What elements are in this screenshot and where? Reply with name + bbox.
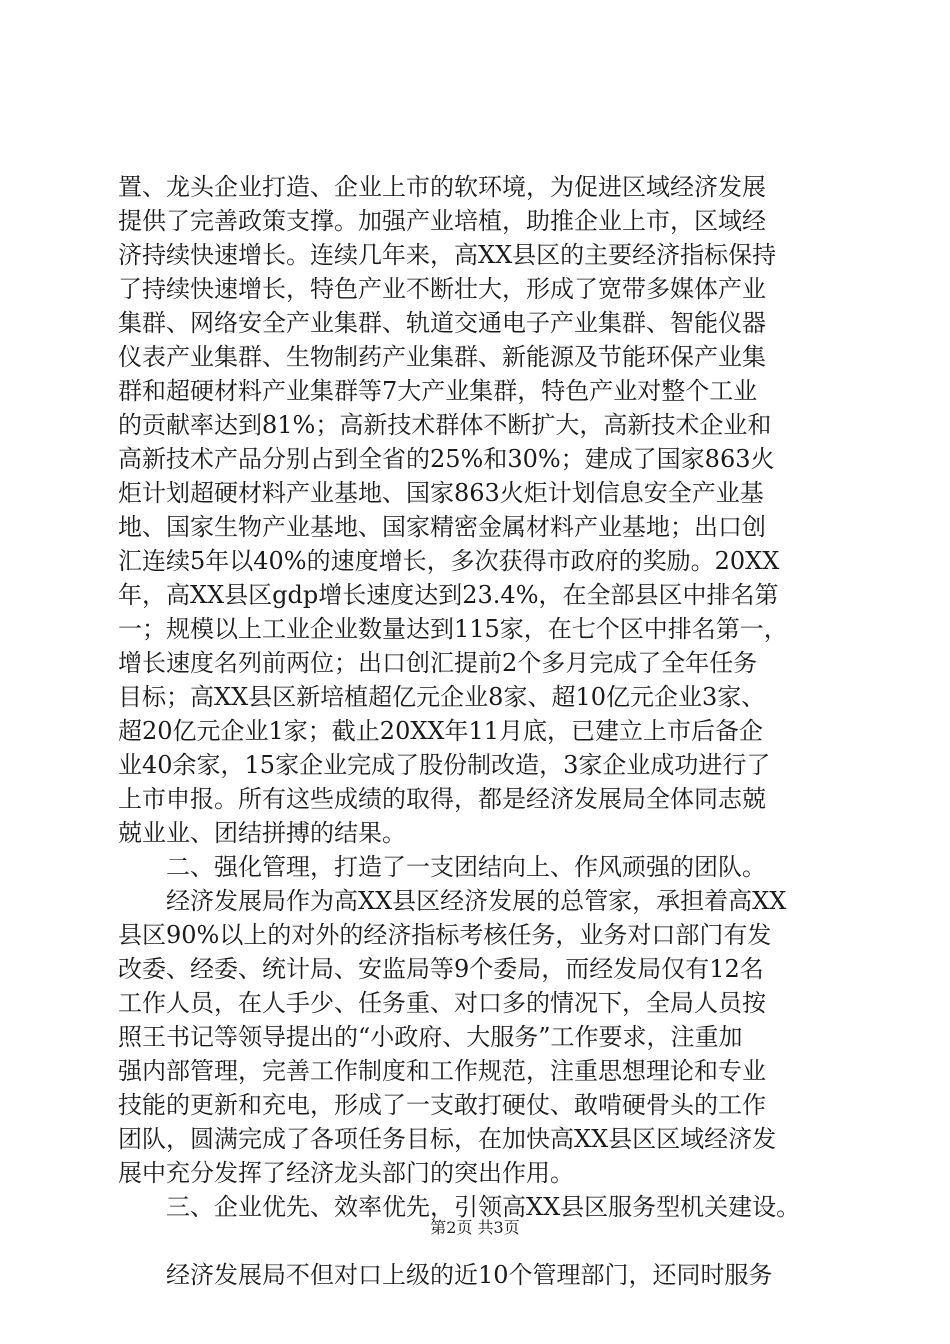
body-line: 县区90%以上的对外的经济指标考核任务，业务对口部门有发 [118,921,772,949]
page-footer: 第2页 共3页 [430,1218,520,1237]
body-line: 强内部管理，完善工作制度和工作规范，注重思想理论和专业 [118,1057,766,1085]
body-line: 年，高XX县区gdp增长速度达到23.4%，在全部县区中排名第 [118,581,779,609]
body-line: 仪表产业集群、生物制药产业集群、新能源及节能环保产业集 [118,343,766,371]
document-body [118,170,838,1292]
body-line: 济持续快速增长。连续几年来，高XX县区的主要经济指标保持 [118,241,777,269]
body-line: 炬计划超硬材料产业基地、国家863火炬计划信息安全产业基 [118,479,764,507]
body-line: 超20亿元企业1家；截止20XX年11月底，已建立上市后备企 [118,717,764,745]
body-line: 了持续快速增长，特色产业不断壮大，形成了宽带多媒体产业 [118,275,766,303]
body-line: 目标；高XX县区新培植超亿元企业8家、超10亿元企业3家、 [118,683,766,711]
body-line: 兢业业、团结拼搏的结果。 [118,819,406,847]
section-heading: 二、强化管理，打造了一支团结向上、作风顽强的团队。 [166,853,766,881]
body-line: 团队，圆满完成了各项任务目标，在加快高XX县区区域经济发 [118,1125,777,1153]
body-line: 业40余家，15家企业完成了股份制改造，3家企业成功进行了 [118,751,771,779]
body-line: 群和超硬材料产业集群等7大产业集群，特色产业对整个工业 [118,377,758,405]
body-line: 经济发展局作为高XX县区经济发展的总管家，承担着高XX [166,887,787,915]
body-line: 集群、网络安全产业集群、轨道交通电子产业集群、智能仪器 [118,309,766,337]
body-line: 技能的更新和充电，形成了一支敢打硬仗、敢啃硬骨头的工作 [118,1091,766,1119]
body-line: 展中充分发挥了经济龙头部门的突出作用。 [118,1159,574,1187]
body-line: 工作人员，在人手少、任务重、对口多的情况下，全局人员按 [118,989,766,1017]
body-line: 增长速度名列前两位；出口创汇提前2个多月完成了全年任务 [118,649,758,677]
body-line: 改委、经委、统计局、安监局等9个委局，而经发局仅有12名 [118,955,764,983]
section-heading: 三、企业优先、效率优先，引领高XX县区服务型机关建设。 [166,1193,801,1221]
body-line: 照王书记等领导提出的“小政府、大服务”工作要求，注重加 [118,1023,743,1051]
body-line: 汇连续5年以40%的速度增长，多次获得市政府的奖励。20XX [118,547,780,575]
body-line: 上市申报。所有这些成绩的取得，都是经济发展局全体同志兢 [118,785,766,813]
body-line: 一；规模以上工业企业数量达到115家，在七个区中排名第一， [118,615,788,643]
body-line: 高新技术产品分别占到全省的25%和30%；建成了国家863火 [118,445,775,473]
body-line: 置、龙头企业打造、企业上市的软环境，为促进区域经济发展 [118,173,766,201]
body-line: 经济发展局不但对口上级的近10个管理部门，还同时服务 [166,1261,773,1289]
body-line: 地、国家生物产业基地、国家精密金属材料产业基地；出口创 [118,513,766,541]
body-line: 提供了完善政策支撑。加强产业培植，助推企业上市，区域经 [118,207,766,235]
body-line: 的贡献率达到81%；高新技术群体不断扩大，高新技术企业和 [118,411,772,439]
